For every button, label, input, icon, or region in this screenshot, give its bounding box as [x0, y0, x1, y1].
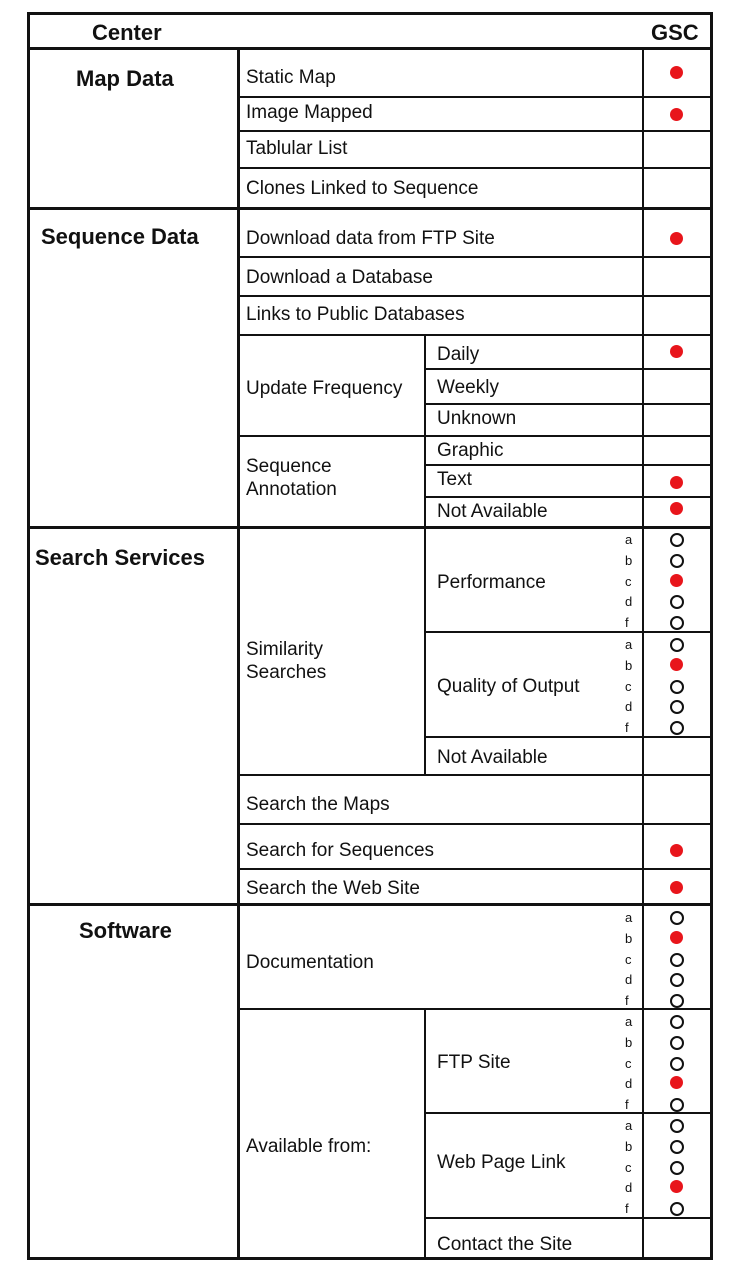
- row-update-frequency: Update Frequency: [246, 378, 403, 399]
- feature-table: [27, 12, 713, 1260]
- rating-letter-documentation-c: c: [625, 951, 632, 967]
- rating-letter-documentation-a: a: [625, 910, 633, 925]
- filled-dot-search-sequences: [670, 844, 683, 857]
- open-circle-quality-output-c: [670, 680, 684, 694]
- filled-dot-text: [670, 476, 683, 489]
- filled-dot-performance-c: [670, 574, 683, 587]
- row-weekly: Weekly: [437, 377, 499, 398]
- row-seq-annotation-line1: Sequence: [246, 456, 332, 477]
- rating-letter-quality-output-c: c: [625, 678, 632, 694]
- open-circle-ftp-site-c: [670, 1057, 684, 1071]
- filled-dot-daily: [670, 345, 683, 358]
- row-search-sequences: Search for Sequences: [246, 840, 435, 861]
- row-image-mapped: Image Mapped: [246, 102, 373, 123]
- rating-letter-quality-output-f: f: [625, 720, 629, 736]
- row-quality-output: Quality of Output: [437, 676, 580, 697]
- open-circle-ftp-site-b: [670, 1036, 684, 1050]
- row-documentation: Documentation: [246, 952, 374, 973]
- rating-letter-ftp-site-a: a: [625, 1014, 633, 1029]
- filled-dot-search-web: [670, 881, 683, 894]
- row-not-available-search: Not Available: [437, 747, 548, 768]
- rating-letter-documentation-b: b: [625, 930, 633, 946]
- row-not-available-annotation: Not Available: [437, 501, 548, 522]
- filled-dot-static-map: [670, 66, 683, 79]
- row-daily: Daily: [437, 344, 480, 365]
- rating-letter-documentation-f: f: [625, 993, 629, 1009]
- header-site: GSC: [651, 20, 699, 45]
- row-static-map: Static Map: [246, 67, 336, 88]
- open-circle-performance-b: [670, 554, 684, 568]
- row-download-ftp: Download data from FTP Site: [246, 228, 495, 249]
- row-similarity-line1: Similarity: [246, 639, 324, 660]
- section-sequence-data: Sequence Data: [41, 224, 199, 249]
- filled-dot-image-mapped: [670, 108, 683, 121]
- section-map-data: Map Data: [76, 66, 174, 91]
- row-similarity-line2: Searches: [246, 662, 327, 683]
- rating-letter-performance-a: a: [625, 532, 633, 547]
- row-contact-site: Contact the Site: [437, 1234, 573, 1255]
- rating-letter-performance-d: d: [625, 594, 633, 610]
- open-circle-web-page-link-b: [670, 1140, 684, 1154]
- filled-dot-download-ftp: [670, 232, 683, 245]
- rating-letter-ftp-site-f: f: [625, 1097, 629, 1113]
- rating-letter-ftp-site-d: d: [625, 1076, 633, 1092]
- section-software: Software: [79, 918, 172, 943]
- rating-letter-web-page-link-b: b: [625, 1138, 633, 1154]
- row-ftp-site: FTP Site: [437, 1052, 511, 1073]
- rating-letter-quality-output-a: a: [625, 637, 633, 652]
- row-unknown: Unknown: [437, 408, 517, 429]
- rating-letter-ftp-site-c: c: [625, 1055, 632, 1071]
- row-graphic: Graphic: [437, 440, 504, 461]
- header-center: Center: [92, 20, 162, 45]
- row-available-from: Available from:: [246, 1136, 372, 1157]
- section-search-services: Search Services: [35, 545, 206, 570]
- rating-letter-performance-c: c: [625, 573, 632, 589]
- rating-letter-web-page-link-c: c: [625, 1159, 632, 1175]
- rating-letter-web-page-link-d: d: [625, 1180, 633, 1196]
- row-links-public: Links to Public Databases: [246, 304, 465, 325]
- rating-letter-ftp-site-b: b: [625, 1034, 633, 1050]
- open-circle-ftp-site-a: [670, 1015, 684, 1029]
- filled-dot-quality-output-b: [670, 658, 683, 671]
- row-text: Text: [437, 469, 472, 490]
- row-web-page-link: Web Page Link: [437, 1152, 566, 1173]
- rating-letter-web-page-link-a: a: [625, 1118, 633, 1133]
- row-performance: Performance: [437, 572, 546, 593]
- open-circle-documentation-a: [670, 911, 684, 925]
- open-circle-documentation-c: [670, 953, 684, 967]
- rating-letter-quality-output-b: b: [625, 657, 633, 673]
- rating-letter-performance-b: b: [625, 552, 633, 568]
- filled-dot-not-available-annotation: [670, 502, 683, 515]
- row-seq-annotation-line2: Annotation: [246, 479, 337, 500]
- open-circle-performance-a: [670, 533, 684, 547]
- rating-letter-documentation-d: d: [625, 972, 633, 988]
- filled-dot-documentation-b: [670, 931, 683, 944]
- open-circle-web-page-link-c: [670, 1161, 684, 1175]
- row-clones-linked: Clones Linked to Sequence: [246, 178, 479, 199]
- row-search-maps: Search the Maps: [246, 794, 390, 815]
- open-circle-quality-output-a: [670, 638, 684, 652]
- rating-letter-quality-output-d: d: [625, 699, 633, 715]
- rating-letter-performance-f: f: [625, 615, 629, 631]
- row-download-db: Download a Database: [246, 267, 433, 288]
- open-circle-web-page-link-a: [670, 1119, 684, 1133]
- rating-letter-web-page-link-f: f: [625, 1201, 629, 1217]
- row-search-web: Search the Web Site: [246, 878, 420, 899]
- row-tabular-list: Tablular List: [246, 138, 348, 159]
